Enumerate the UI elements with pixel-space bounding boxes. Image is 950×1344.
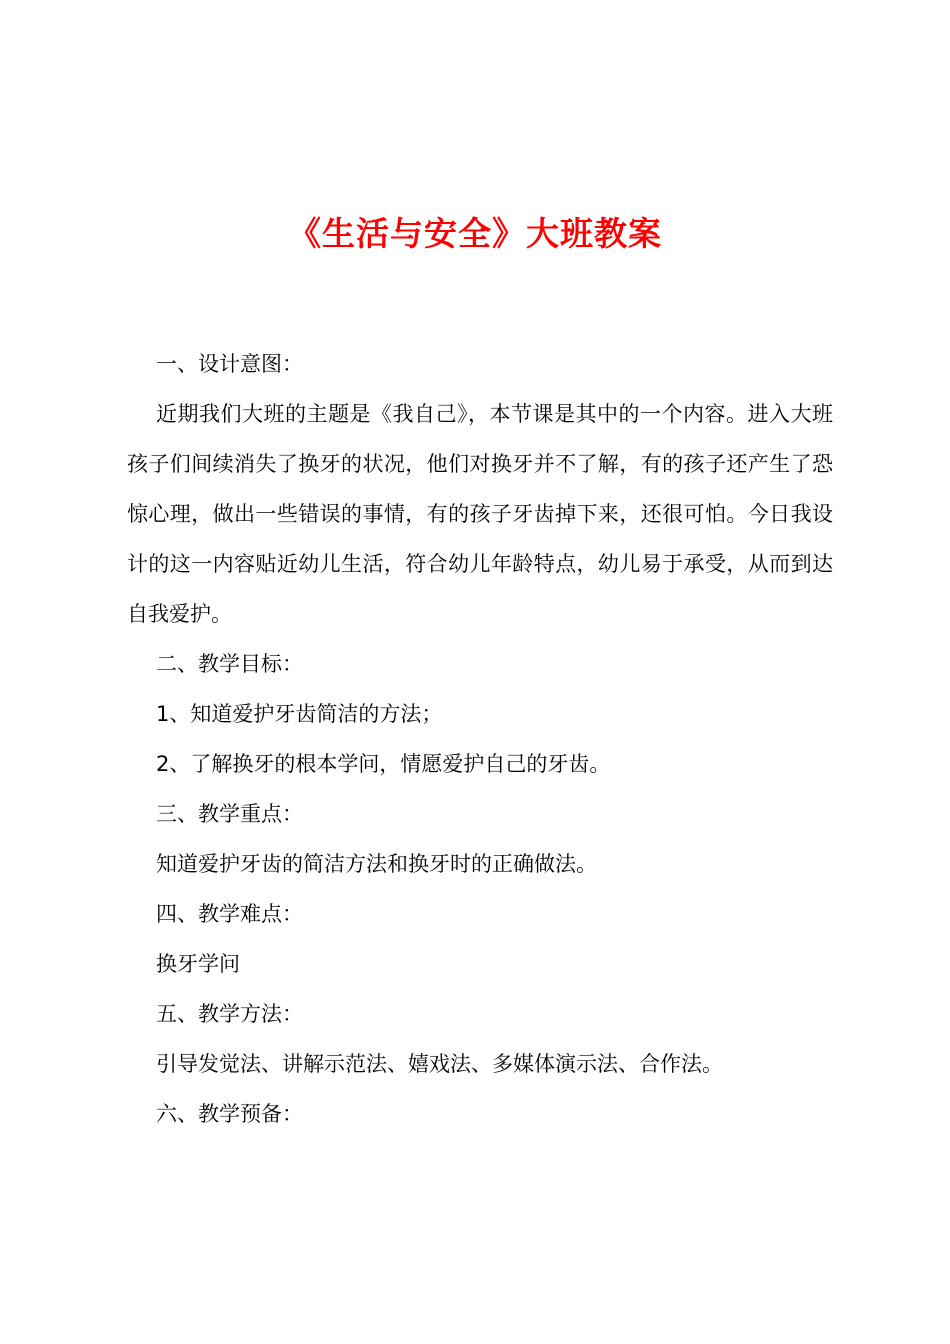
section-heading-preparation: 六、教学预备：: [156, 1102, 303, 1126]
document-body: [127, 339, 833, 1139]
paragraph-key-points: 知道爱护牙齿的简洁方法和换牙时的正确做法。: [156, 852, 597, 876]
list-item-goal-1: 1、知道爱护牙齿简洁的方法；: [156, 702, 443, 726]
section-heading-teaching-goals: 二、教学目标：: [156, 652, 303, 676]
list-item-goal-2: 2、了解换牙的根本学问，情愿爱护自己的牙齿。: [156, 752, 611, 776]
paragraph-design-intent: 近期我们大班的主题是《我自己》，本节课是其中的一个内容。进入大班孩子们间续消失了换牙的状况，他们对换牙并不了解，有的孩子还产生了恐惊心理，做出一些错误的事情，有的孩子牙齿掉下来，还很可怕。今日我设计的这一内容贴近幼儿生活，符合幼儿年龄特点，幼儿易于承受，从而到达自我爱护。: [127, 402, 833, 626]
paragraph-methods: 引导发觉法、讲解示范法、嬉戏法、多媒体演示法、合作法。: [156, 1052, 723, 1076]
paragraph-difficulties: 换牙学问: [156, 952, 240, 976]
section-heading-key-points: 三、教学重点：: [156, 802, 303, 826]
document-title: 《生活与安全》大班教案: [288, 214, 662, 253]
section-heading-methods: 五、教学方法：: [156, 1002, 303, 1026]
section-heading-difficulties: 四、教学难点：: [156, 902, 303, 926]
section-heading-design-intent: 一、设计意图：: [156, 352, 303, 376]
